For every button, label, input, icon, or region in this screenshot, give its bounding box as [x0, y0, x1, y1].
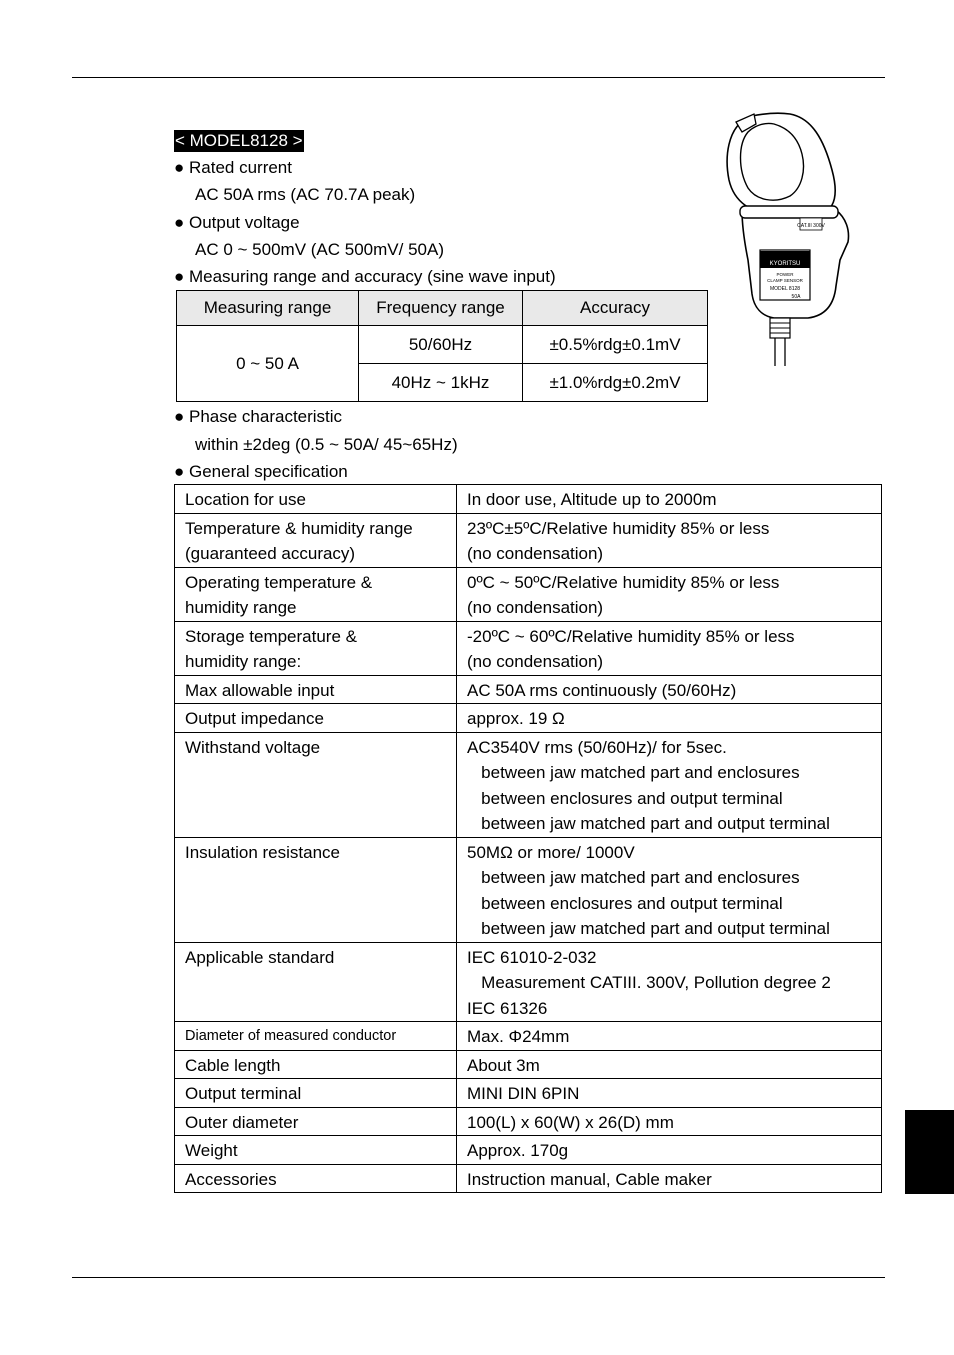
accuracy-cell: ±0.5%rdg±0.1mV — [523, 326, 708, 364]
spec-table — [174, 484, 882, 1193]
table-row — [175, 1050, 882, 1079]
spec-key: Applicable standard — [175, 942, 457, 1022]
cat-text: CAT.III 300V — [797, 223, 825, 229]
header-frequency-range: Frequency range — [359, 291, 523, 326]
frequency-cell: 40Hz ~ 1kHz — [359, 364, 523, 402]
spec-key: Diameter of measured conductor — [175, 1022, 457, 1051]
table-row — [175, 732, 882, 837]
spec-value: AC3540V rms (50/60Hz)/ for 5sec. between jaw matched part and enclosures between enclosures and output terminal between jaw matched part and output terminal — [457, 732, 882, 837]
spec-value: 100(L) x 60(W) x 26(D) mm — [457, 1107, 882, 1136]
spec-value: 50MΩ or more/ 1000V between jaw matched part and enclosures between enclosures and output terminal between jaw matched part and output terminal — [457, 837, 882, 942]
spec-value: MINI DIN 6PIN — [457, 1079, 882, 1108]
table-row — [175, 942, 882, 1022]
spec-key: Output terminal — [175, 1079, 457, 1108]
table-row — [175, 1107, 882, 1136]
spec-key: Weight — [175, 1136, 457, 1165]
spec-value: Approx. 170g — [457, 1136, 882, 1165]
phase-value: within ±2deg (0.5 ~ 50A/ 45~65Hz) — [195, 435, 458, 454]
frequency-cell: 50/60Hz — [359, 326, 523, 364]
spec-value: -20ºC ~ 60ºC/Relative humidity 85% or less (no condensation) — [457, 621, 882, 675]
spec-key: Output impedance — [175, 704, 457, 733]
phase-label: ● Phase characteristic — [174, 407, 343, 426]
clamp-sensor-illustration — [724, 110, 856, 370]
spec-value: In door use, Altitude up to 2000m — [457, 485, 882, 514]
spec-key: Storage temperature & humidity range: — [175, 621, 457, 675]
spec-value: AC 50A rms continuously (50/60Hz) — [457, 675, 882, 704]
spec-key: Insulation resistance — [175, 837, 457, 942]
footer-rule — [72, 1277, 885, 1278]
model-title: < MODEL8128 > — [175, 131, 303, 150]
collar — [740, 206, 838, 218]
output-voltage-label: ● Output voltage — [174, 213, 300, 232]
table-row — [175, 1164, 882, 1193]
table-row — [175, 1022, 882, 1051]
spec-value: About 3m — [457, 1050, 882, 1079]
table-row — [177, 326, 708, 364]
table-row — [175, 675, 882, 704]
rated-current-label: ● Rated current — [174, 158, 292, 177]
header-accuracy: Accuracy — [523, 291, 708, 326]
plate-line1: POWER — [776, 272, 794, 277]
spec-key: Outer diameter — [175, 1107, 457, 1136]
table-row — [175, 621, 882, 675]
rated-current-value: AC 50A rms (AC 70.7A peak) — [195, 185, 416, 204]
spec-value: 0ºC ~ 50ºC/Relative humidity 85% or less (no condensation) — [457, 567, 882, 621]
spec-value: Max. Φ24mm — [457, 1022, 882, 1051]
accuracy-table-header — [177, 291, 708, 326]
spec-key: Max allowable input — [175, 675, 457, 704]
spec-value: 23ºC±5ºC/Relative humidity 85% or less (no condensation) — [457, 513, 882, 567]
measuring-range-cell: 0 ~ 50 A — [177, 326, 359, 402]
header-measuring-range: Measuring range — [177, 291, 359, 326]
spec-key: Operating temperature & humidity range — [175, 567, 457, 621]
spec-value: Instruction manual, Cable maker — [457, 1164, 882, 1193]
table-row — [175, 837, 882, 942]
spec-value: approx. 19 Ω — [457, 704, 882, 733]
spec-key: Temperature & humidity range (guaranteed accuracy) — [175, 513, 457, 567]
general-spec-label: ● General specification — [174, 462, 348, 481]
output-voltage-value: AC 0 ~ 500mV (AC 500mV/ 50A) — [195, 240, 444, 259]
table-row — [175, 513, 882, 567]
header-rule — [72, 77, 885, 78]
brand-text: KYORITSU — [769, 261, 801, 267]
spec-key: Cable length — [175, 1050, 457, 1079]
table-row — [175, 704, 882, 733]
accuracy-table — [176, 290, 708, 402]
accuracy-cell: ±1.0%rdg±0.2mV — [523, 364, 708, 402]
spec-key: Location for use — [175, 485, 457, 514]
plate-model: MODEL 8128 — [769, 286, 801, 292]
table-row — [175, 1136, 882, 1165]
spec-key: Accessories — [175, 1164, 457, 1193]
plate-rating: 50A — [791, 294, 801, 300]
measuring-range-label: ● Measuring range and accuracy (sine wave input) — [174, 267, 556, 286]
spec-key: Withstand voltage — [175, 732, 457, 837]
plate-line2: CLAMP SENSOR — [767, 278, 803, 283]
spec-value: IEC 61010-2-032 Measurement CATIII. 300V, Pollution degree 2 IEC 61326 — [457, 942, 882, 1022]
table-row — [175, 485, 882, 514]
table-row — [175, 567, 882, 621]
section-tab-marker — [905, 1110, 954, 1194]
table-row — [175, 1079, 882, 1108]
